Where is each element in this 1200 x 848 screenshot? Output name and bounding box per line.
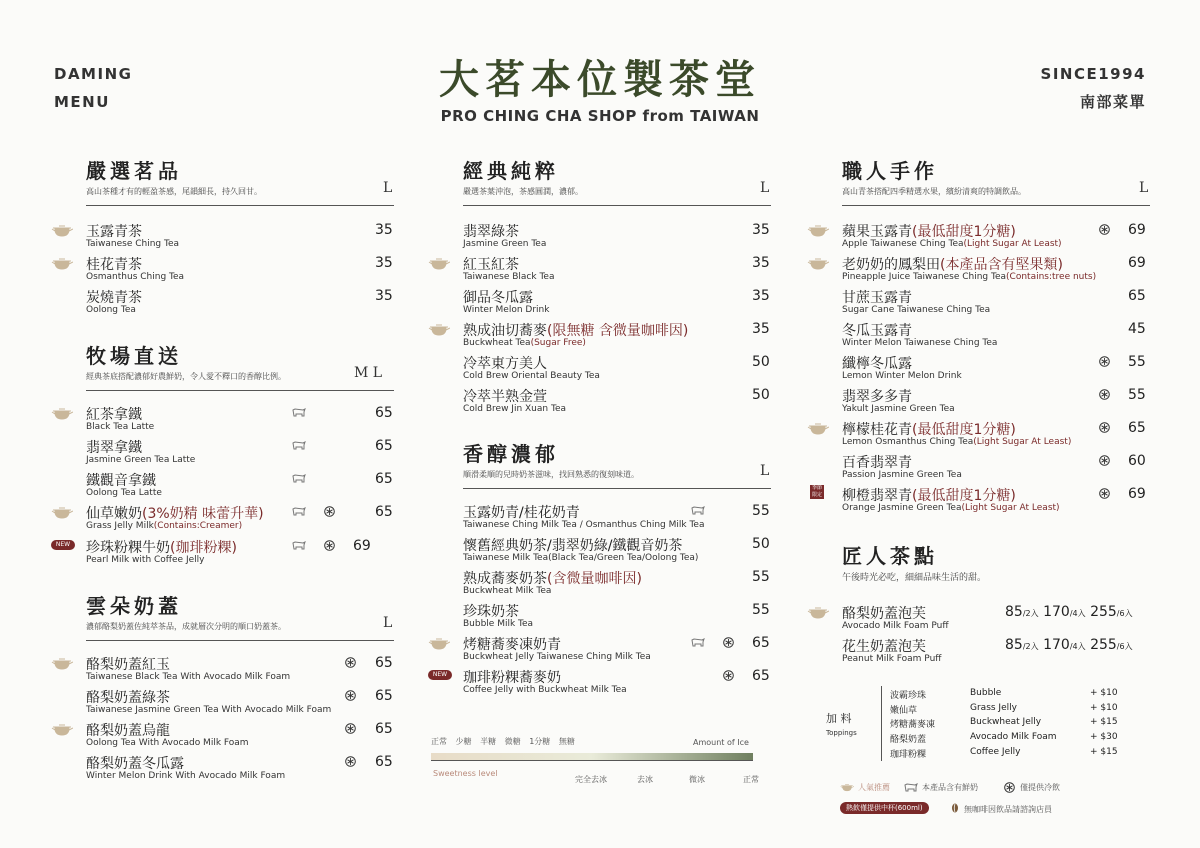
teapot-icon xyxy=(51,722,73,736)
item-name-en: Taiwanese Black Tea With Avocado Milk Foam xyxy=(86,672,291,682)
item-name-en xyxy=(842,239,1062,249)
item-name-en-main: Grass Jelly Milk xyxy=(86,521,154,531)
section-title: 職人手作 xyxy=(842,159,938,183)
milk-cow-icon xyxy=(292,441,306,451)
menu-item xyxy=(431,386,771,419)
cold-only-icon xyxy=(1099,488,1110,499)
menu-item xyxy=(431,601,771,634)
size-label: M L xyxy=(354,365,383,381)
item-price: 65 xyxy=(1128,288,1146,304)
item-name-zh-main: 老奶奶的鳳梨田 xyxy=(842,257,940,273)
teapot-icon xyxy=(51,656,73,670)
item-note-zh: (本產品含有堅果類) xyxy=(940,257,1063,273)
menu-item xyxy=(54,753,394,786)
price-4pcs: 170 xyxy=(1043,604,1070,620)
item-price: 50 xyxy=(752,354,770,370)
item-name-zh: 懷舊經典奶茶/翡翠奶綠/鐵觀音奶茶 xyxy=(463,538,683,554)
milk-cow-icon xyxy=(904,783,918,793)
section-desc: 午後時光必吃，細細品味生活的甜。 xyxy=(842,573,987,583)
cold-only-icon xyxy=(345,756,356,767)
teapot-icon xyxy=(807,421,829,435)
item-price: 65 xyxy=(375,688,393,704)
menu-item xyxy=(54,687,394,720)
item-name-zh: 酪梨奶蓋綠茶 xyxy=(86,690,170,706)
item-note-en: (Sugar Free) xyxy=(530,338,586,348)
menu-item xyxy=(810,636,1150,669)
menu-item xyxy=(431,287,771,320)
toppings-label: 加 料 xyxy=(826,712,852,725)
item-name-zh-main: 柳橙翡翠青 xyxy=(842,488,912,504)
item-price: 55 xyxy=(752,569,770,585)
topping-price: + $10 xyxy=(1090,703,1118,713)
item-price: 65 xyxy=(375,471,393,487)
item-name-en: Buckwheat Milk Tea xyxy=(463,586,552,596)
item-name-en: Buckwheat Jelly Taiwanese Ching Milk Tea xyxy=(463,652,651,662)
item-price: 65 xyxy=(375,655,393,671)
item-name-zh: 珈琲粉粿蕎麥奶 xyxy=(463,670,561,686)
item-name-en: Bubble Milk Tea xyxy=(463,619,534,629)
item-name-en-main: Buckwheat Tea xyxy=(463,338,531,348)
item-price: 65 xyxy=(375,504,393,520)
item-price: 65 xyxy=(375,754,393,770)
divider xyxy=(463,488,771,489)
topping-zh: 珈琲粉粿 xyxy=(890,750,927,760)
milk-cow-icon xyxy=(691,638,705,648)
item-name-en: Cold Brew Jin Xuan Tea xyxy=(463,404,566,414)
item-name-zh-main: 熟成蕎麥奶茶 xyxy=(463,571,547,587)
cold-only-icon xyxy=(345,723,356,734)
item-note-zh: (3%奶精 味蕾升華) xyxy=(142,506,264,522)
item-name-zh: 翡翠多多青 xyxy=(842,389,912,405)
item-name-zh: 烤糖蕎麥凍奶青 xyxy=(463,637,561,653)
item-name-en: Oolong Tea Latte xyxy=(86,488,162,498)
menu-item xyxy=(54,404,394,437)
teapot-icon xyxy=(51,406,73,420)
legend-hot-badge: 熱飲僅提供中杯(600ml) xyxy=(840,802,929,814)
topping-zh: 烤糖蕎麥凍 xyxy=(890,720,936,730)
item-price: 60 xyxy=(1128,453,1146,469)
item-name-en-main: Apple Taiwanese Ching Tea xyxy=(842,239,964,249)
item-name-zh: 百香翡翠青 xyxy=(842,455,912,471)
item-name-zh: 紅茶拿鐵 xyxy=(86,407,142,423)
seasonal-badge: 季節限定 xyxy=(811,485,822,498)
since-line-2: 南部菜單 xyxy=(1079,93,1146,111)
teapot-icon xyxy=(428,256,450,270)
unit-6pcs: /6入 xyxy=(1116,642,1133,651)
section-title: 香醇濃郁 xyxy=(463,442,559,466)
item-note-zh: (含微量咖啡因) xyxy=(547,571,642,587)
item-name-zh: 甘蔗玉露青 xyxy=(842,290,912,306)
item-price: 35 xyxy=(752,255,770,271)
cold-only-icon xyxy=(723,670,734,681)
column-2 xyxy=(431,0,771,848)
item-name-en xyxy=(842,503,1060,513)
item-name-zh: 鐵觀音拿鐵 xyxy=(86,473,156,489)
item-name-zh: 冬瓜玉露青 xyxy=(842,323,912,339)
topping-zh: 嫩仙草 xyxy=(890,706,918,716)
item-name-en: Sugar Cane Taiwanese Ching Tea xyxy=(842,305,991,315)
item-name-zh: 酪梨奶蓋泡芙 xyxy=(842,606,926,622)
item-note-zh: (最低甜度1分糖) xyxy=(912,224,1016,240)
cold-only-icon xyxy=(1099,356,1110,367)
item-price: 35 xyxy=(375,255,393,271)
section-desc: 嚴選茶葉沖泡，茶感圓潤，濃郁。 xyxy=(463,187,583,196)
topping-price: + $30 xyxy=(1090,732,1118,742)
item-name-en: Oolong Tea With Avocado Milk Foam xyxy=(86,738,249,748)
cold-only-icon xyxy=(345,690,356,701)
item-note-en: (Light Sugar At Least) xyxy=(961,503,1060,513)
item-name-zh xyxy=(86,503,264,523)
menu-item xyxy=(810,419,1150,452)
teapot-icon xyxy=(51,256,73,270)
item-name-en: Yakult Jasmine Green Tea xyxy=(842,404,955,414)
item-note-zh: (最低甜度1分糖) xyxy=(912,422,1016,438)
sweet-label-normal: 正常 xyxy=(431,737,447,746)
item-name-zh-main: 珍珠粉粿牛奶 xyxy=(86,540,170,556)
item-price: 55 xyxy=(752,503,770,519)
item-note-en: (Contains:tree nuts) xyxy=(1006,272,1097,282)
milk-cow-icon xyxy=(691,506,705,516)
item-note-zh: (最低甜度1分糖) xyxy=(912,488,1016,504)
item-note-zh: (珈琲粉粿) xyxy=(170,540,237,556)
item-prices xyxy=(1005,604,1133,620)
brand-line-1: DAMING xyxy=(54,65,133,83)
menu-item xyxy=(54,254,394,287)
item-name-zh-main: 仙草嫩奶 xyxy=(86,506,142,522)
section-desc: 經典茶底搭配濃郁好農鮮奶，令人愛不釋口的香醇比例。 xyxy=(86,372,286,381)
size-label: L xyxy=(383,615,393,631)
item-price: 69 xyxy=(1128,486,1146,502)
item-name-zh: 炭燒青茶 xyxy=(86,290,142,306)
item-name-zh: 纖檸冬瓜露 xyxy=(842,356,912,372)
item-price: 45 xyxy=(1128,321,1146,337)
menu-item xyxy=(431,353,771,386)
teapot-icon xyxy=(428,322,450,336)
menu-item xyxy=(431,502,771,535)
item-price: 65 xyxy=(375,721,393,737)
divider xyxy=(86,640,394,641)
item-name-en xyxy=(842,437,1071,447)
menu-item xyxy=(54,287,394,320)
menu-item xyxy=(431,221,771,254)
item-price: 35 xyxy=(752,321,770,337)
divider xyxy=(86,390,394,391)
section-desc: 濃郁酪梨奶蓋佐純萃茶品，成就層次分明的順口奶蓋茶。 xyxy=(86,622,286,631)
item-name-zh xyxy=(842,419,1016,439)
section-title: 經典純粹 xyxy=(463,159,559,183)
item-name-zh xyxy=(86,537,237,557)
topping-en: Bubble xyxy=(970,688,1002,698)
column-1 xyxy=(54,0,394,848)
item-name-en-main: Lemon Osmanthus Ching Tea xyxy=(842,437,974,447)
menu-item xyxy=(810,254,1150,287)
item-price: 69 xyxy=(1128,222,1146,238)
item-name-en: Jasmine Green Tea Latte xyxy=(86,455,196,465)
menu-item xyxy=(810,603,1150,636)
coffee-bean-icon xyxy=(950,803,960,813)
item-name-en: Taiwanese Black Tea xyxy=(463,272,555,282)
ice-level-none: 完全去冰 xyxy=(575,775,607,784)
item-name-zh-main: 熟成油切蕎麥 xyxy=(463,323,547,339)
sweetness-options xyxy=(431,736,575,747)
cold-only-icon xyxy=(723,637,734,648)
teapot-icon xyxy=(807,256,829,270)
sweet-label-none: 無糖 xyxy=(558,737,575,746)
item-name-en xyxy=(842,272,1096,282)
teapot-icon xyxy=(51,223,73,237)
topping-zh: 酪梨奶蓋 xyxy=(890,735,927,745)
item-name-zh: 玉露奶青/桂花奶青 xyxy=(463,505,580,521)
legend-milk: 本產品含有鮮奶 xyxy=(922,783,978,792)
item-name-en: Taiwanese Ching Tea xyxy=(86,239,180,249)
item-name-zh: 冷萃東方美人 xyxy=(463,356,547,372)
menu-item xyxy=(431,634,771,667)
size-label: L xyxy=(1139,180,1149,196)
topping-price: + $15 xyxy=(1090,747,1118,757)
unit-4pcs: /4入 xyxy=(1069,609,1086,618)
menu-item xyxy=(431,254,771,287)
menu-item xyxy=(431,535,771,568)
menu-item xyxy=(54,720,394,753)
ice-level-normal: 正常 xyxy=(743,775,759,784)
item-name-zh: 玉露青茶 xyxy=(86,224,142,240)
milk-cow-icon xyxy=(292,408,306,418)
sweet-label-half: 半糖 xyxy=(480,737,497,746)
item-name-zh-main: 蘋果玉露青 xyxy=(842,224,912,240)
item-price: 50 xyxy=(752,387,770,403)
item-name-en: Peanut Milk Foam Puff xyxy=(842,654,942,664)
item-name-zh: 酪梨奶蓋冬瓜露 xyxy=(86,756,184,772)
sweetness-scale xyxy=(431,733,761,793)
sweet-label-light: 微糖 xyxy=(504,737,521,746)
teapot-icon xyxy=(428,636,450,650)
price-2pcs: 85 xyxy=(1005,637,1023,653)
menu-item xyxy=(810,452,1150,485)
item-name-zh: 珍珠奶茶 xyxy=(463,604,519,620)
cold-only-icon xyxy=(324,540,335,551)
item-name-en xyxy=(86,521,242,531)
cold-only-icon xyxy=(1099,422,1110,433)
ice-label: Amount of Ice xyxy=(693,738,749,747)
cold-only-icon xyxy=(1099,389,1110,400)
teapot-icon xyxy=(840,782,854,792)
teapot-icon xyxy=(807,223,829,237)
item-name-en: Winter Melon Drink xyxy=(463,305,550,315)
item-note-en: (Contains:Creamer) xyxy=(153,521,243,531)
item-name-zh xyxy=(842,485,1016,505)
item-name-en-main: Orange Jasmine Green Tea xyxy=(842,503,962,513)
item-price: 55 xyxy=(1128,354,1146,370)
item-name-zh xyxy=(842,254,1063,274)
item-name-zh xyxy=(463,320,688,340)
brand-line-2: MENU xyxy=(54,93,110,111)
size-label: L xyxy=(760,463,770,479)
section-title: 雲朵奶蓋 xyxy=(86,594,182,618)
sweetness-label: Sweetness level xyxy=(433,769,498,778)
section-desc: 高山茶種才有的輕盈茶感，尾韻細長，持久回甘。 xyxy=(86,187,262,196)
menu-item xyxy=(54,470,394,503)
item-name-en: Oolong Tea xyxy=(86,305,136,315)
legend-popular: 人氣推薦 xyxy=(858,783,890,792)
milk-cow-icon xyxy=(292,474,306,484)
item-name-en: Winter Melon Drink With Avocado Milk Foam xyxy=(86,771,286,781)
item-note-en: (Light Sugar At Least) xyxy=(963,239,1062,249)
scale-bar xyxy=(431,753,753,761)
milk-cow-icon xyxy=(292,541,306,551)
item-price: 55 xyxy=(752,602,770,618)
item-price: 55 xyxy=(1128,387,1146,403)
item-price: 35 xyxy=(375,222,393,238)
item-name-en: Taiwanese Milk Tea(Black Tea/Green Tea/Oolong Tea) xyxy=(463,553,699,563)
item-name-en xyxy=(463,338,586,348)
item-note-en: (Light Sugar At Least) xyxy=(973,437,1072,447)
item-price: 65 xyxy=(752,635,770,651)
menu-item xyxy=(54,654,394,687)
topping-price: + $15 xyxy=(1090,717,1118,727)
item-price: 35 xyxy=(752,288,770,304)
item-price: 50 xyxy=(752,536,770,552)
item-name-en: Passion Jasmine Green Tea xyxy=(842,470,962,480)
topping-zh: 波霸珍珠 xyxy=(890,691,927,701)
item-price: 65 xyxy=(375,438,393,454)
section-title: 匠人茶點 xyxy=(842,544,938,568)
item-name-zh-main: 檸檬桂花青 xyxy=(842,422,912,438)
item-name-zh: 花生奶蓋泡芙 xyxy=(842,639,926,655)
menu-item xyxy=(54,537,394,570)
topping-en: Buckwheat Jelly xyxy=(970,717,1042,727)
item-name-en: Osmanthus Ching Tea xyxy=(86,272,185,282)
size-label: L xyxy=(383,180,393,196)
since-line-1: SINCE1994 xyxy=(1040,65,1146,83)
menu-item xyxy=(810,386,1150,419)
cold-only-icon xyxy=(1099,224,1110,235)
item-name-zh: 酪梨奶蓋紅玉 xyxy=(86,657,170,673)
item-price: 65 xyxy=(752,668,770,684)
item-name-zh: 紅玉紅茶 xyxy=(463,257,519,273)
size-label: L xyxy=(760,180,770,196)
new-badge: NEW xyxy=(51,540,75,550)
item-name-zh: 翡翠拿鐵 xyxy=(86,440,142,456)
teapot-icon xyxy=(807,605,829,619)
menu-item xyxy=(431,320,771,353)
teapot-icon xyxy=(51,505,73,519)
item-note-zh: (限無糖 含微量咖啡因) xyxy=(547,323,689,339)
divider xyxy=(463,205,771,206)
section-title: 嚴選茗品 xyxy=(86,159,182,183)
section-desc: 順滑柔順的兒時奶茶滋味，找回熟悉的復刻味道。 xyxy=(463,470,639,479)
item-name-en: Taiwanese Ching Milk Tea / Osmanthus Ching Milk Tea xyxy=(463,520,705,530)
item-name-en: Taiwanese Jasmine Green Tea With Avocado Milk Foam xyxy=(86,705,332,715)
price-4pcs: 170 xyxy=(1043,637,1070,653)
topping-price: + $10 xyxy=(1090,688,1118,698)
toppings-table xyxy=(810,686,1150,766)
item-name-zh: 桂花青茶 xyxy=(86,257,142,273)
item-prices xyxy=(1005,637,1133,653)
price-2pcs: 85 xyxy=(1005,604,1023,620)
item-name-en-main: Pineapple Juice Taiwanese Ching Tea xyxy=(842,272,1007,282)
toppings-divider xyxy=(881,686,882,761)
page-subtitle: PRO CHING CHA SHOP from TAIWAN xyxy=(440,107,760,125)
menu-item xyxy=(810,320,1150,353)
menu-item xyxy=(810,287,1150,320)
divider xyxy=(842,205,1150,206)
menu-item xyxy=(431,667,771,700)
item-price: 69 xyxy=(353,538,371,554)
price-6pcs: 255 xyxy=(1090,637,1117,653)
menu-item xyxy=(54,437,394,470)
menu-item xyxy=(54,503,394,536)
menu-item xyxy=(810,485,1150,518)
topping-en: Grass Jelly xyxy=(970,703,1017,713)
cold-only-icon xyxy=(345,657,356,668)
item-name-zh xyxy=(463,568,642,588)
unit-2pcs: /2入 xyxy=(1022,642,1039,651)
topping-en: Avocado Milk Foam xyxy=(970,732,1057,742)
item-name-en: Lemon Winter Melon Drink xyxy=(842,371,962,381)
item-name-zh: 翡翠綠茶 xyxy=(463,224,519,240)
section-title: 牧場直送 xyxy=(86,344,182,368)
item-name-zh: 冷萃半熟金萱 xyxy=(463,389,547,405)
item-name-zh xyxy=(842,221,1016,241)
item-name-en: Black Tea Latte xyxy=(86,422,155,432)
legend xyxy=(840,780,1150,820)
item-name-en: Winter Melon Taiwanese Ching Tea xyxy=(842,338,998,348)
item-name-en: Avocado Milk Foam Puff xyxy=(842,621,949,631)
divider xyxy=(86,205,394,206)
item-price: 35 xyxy=(375,288,393,304)
cold-only-icon xyxy=(1099,455,1110,466)
menu-item xyxy=(810,353,1150,386)
legend-cold: 僅提供冷飲 xyxy=(1020,783,1060,792)
item-name-zh: 御品冬瓜露 xyxy=(463,290,533,306)
column-3 xyxy=(810,0,1150,848)
legend-caffeine: 無咖啡因飲品請諮詢店員 xyxy=(964,805,1052,814)
menu-item xyxy=(810,221,1150,254)
new-badge: NEW xyxy=(428,670,452,680)
menu-item xyxy=(431,568,771,601)
cold-only-icon xyxy=(324,506,335,517)
item-name-en: Pearl Milk with Coffee Jelly xyxy=(86,555,205,565)
unit-4pcs: /4入 xyxy=(1069,642,1086,651)
item-price: 65 xyxy=(1128,420,1146,436)
unit-6pcs: /6入 xyxy=(1116,609,1133,618)
section-desc: 高山青茶搭配四季精選水果，繽紛清爽的特調飲品。 xyxy=(842,187,1026,196)
cold-only-icon xyxy=(1004,782,1015,793)
item-name-en: Jasmine Green Tea xyxy=(463,239,547,249)
ice-level-light: 微冰 xyxy=(689,775,705,784)
menu-item xyxy=(54,221,394,254)
topping-en: Coffee Jelly xyxy=(970,747,1021,757)
toppings-label-en: Toppings xyxy=(826,729,857,737)
unit-2pcs: /2入 xyxy=(1022,609,1039,618)
item-name-en: Coffee Jelly with Buckwheat Milk Tea xyxy=(463,685,627,695)
item-price: 35 xyxy=(752,222,770,238)
ice-level-less: 去冰 xyxy=(637,775,653,784)
item-price: 65 xyxy=(375,405,393,421)
page-title: 大茗本位製茶堂 xyxy=(439,56,761,103)
milk-cow-icon xyxy=(292,507,306,517)
sweet-label-1: 1分糖 xyxy=(529,737,551,746)
item-name-zh: 酪梨奶蓋烏龍 xyxy=(86,723,170,739)
price-6pcs: 255 xyxy=(1090,604,1117,620)
item-name-en: Cold Brew Oriental Beauty Tea xyxy=(463,371,600,381)
item-price: 69 xyxy=(1128,255,1146,271)
sweet-label-less: 少糖 xyxy=(455,737,472,746)
